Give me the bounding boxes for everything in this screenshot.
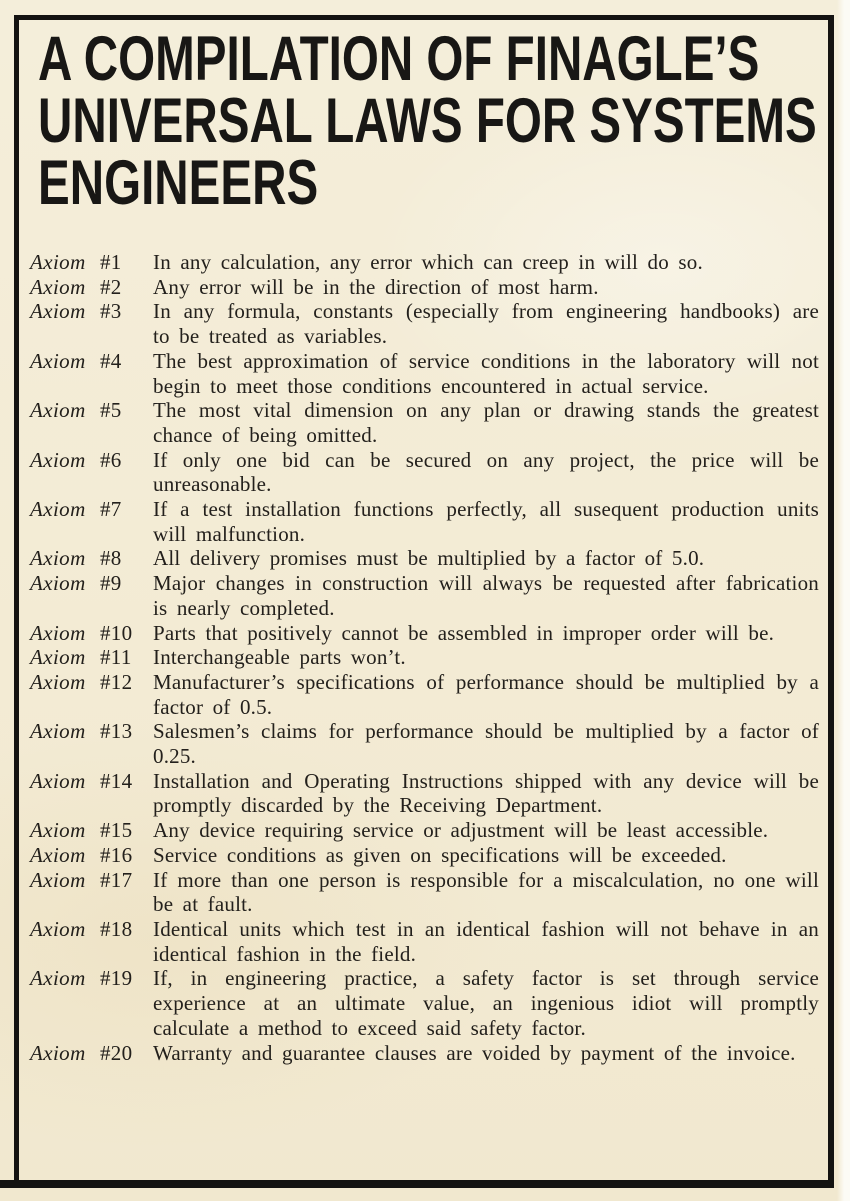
axiom-label <box>30 546 148 571</box>
axiom-word: Axiom <box>30 867 86 892</box>
axiom-text: In any formula, constants (especially from engineering handbooks) are to be treated as variables. <box>153 299 819 349</box>
axiom-word: Axiom <box>30 1040 86 1065</box>
axiom-text: In any calculation, any error which can creep in will do so. <box>153 250 703 274</box>
axiom-label <box>30 769 148 794</box>
axiom-text: Salesmen’s claims for performance should be multiplied by a factor of 0.25. <box>153 719 819 769</box>
axiom-number: #2 <box>100 274 122 299</box>
axiom-number: #11 <box>100 645 132 670</box>
axiom-label <box>30 448 148 473</box>
axiom-label <box>30 497 148 522</box>
axiom-number: #7 <box>100 497 122 522</box>
axiom-word: Axiom <box>30 818 86 843</box>
axiom-label <box>30 818 148 843</box>
axiom-word: Axiom <box>30 348 86 373</box>
axiom-text: Installation and Operating Instructions shipped with any device will be promptly discarded by the Receiving Department. <box>153 768 819 818</box>
axiom-text: Parts that positively cannot be assembled in improper order will be. <box>153 620 775 645</box>
axiom-item-14 <box>30 769 819 818</box>
axiom-word: Axiom <box>30 966 86 991</box>
axiom-number: #17 <box>100 867 133 892</box>
axiom-text: Any error will be in the direction of most harm. <box>153 274 599 299</box>
axiom-number: #16 <box>100 842 133 867</box>
axiom-word: Axiom <box>30 398 86 423</box>
axiom-item-13 <box>30 719 819 768</box>
title-line-3: ENGINEERS <box>38 148 319 218</box>
axiom-label <box>30 670 148 695</box>
axiom-number: #18 <box>100 916 133 941</box>
axiom-word: Axiom <box>30 250 86 274</box>
axiom-label <box>30 868 148 893</box>
axiom-item-16 <box>30 843 819 868</box>
axiom-item-6 <box>30 448 819 497</box>
axiom-item-11 <box>30 645 819 670</box>
axiom-number: #20 <box>100 1040 133 1065</box>
axiom-number: #5 <box>100 398 122 423</box>
axiom-word: Axiom <box>30 497 86 522</box>
axiom-item-20 <box>30 1041 819 1066</box>
axiom-text: If a test installation functions perfectly, all susequent production units will malfunction. <box>153 497 819 546</box>
axiom-item-2 <box>30 275 819 300</box>
axiom-number: #9 <box>100 571 122 596</box>
axiom-item-5 <box>30 398 819 447</box>
axiom-item-9 <box>30 571 819 620</box>
axiom-label <box>30 645 148 670</box>
axiom-item-15 <box>30 818 819 843</box>
axiom-item-10 <box>30 621 819 646</box>
title-line-2: UNIVERSAL LAWS FOR SYSTEMS <box>38 86 817 156</box>
axiom-number: #14 <box>100 768 133 793</box>
axiom-word: Axiom <box>30 274 86 299</box>
axiom-item-17 <box>30 868 819 917</box>
axiom-text: Service conditions as given on specifications will be exceeded. <box>153 842 727 867</box>
axioms-list <box>30 250 819 1065</box>
axiom-word: Axiom <box>30 299 86 324</box>
axiom-label <box>30 275 148 300</box>
axiom-word: Axiom <box>30 447 86 472</box>
axiom-text: Interchangeable parts won’t. <box>153 645 406 670</box>
axiom-item-3 <box>30 299 819 348</box>
axiom-label <box>30 917 148 942</box>
axiom-label <box>30 349 148 374</box>
axiom-text: Manufacturer’s specifications of performance should be multiplied by a factor of 0.5. <box>153 669 819 719</box>
border-bottom-extension <box>0 1180 22 1188</box>
axiom-number: #6 <box>100 447 122 472</box>
axiom-word: Axiom <box>30 571 86 596</box>
axiom-word: Axiom <box>30 546 86 571</box>
axiom-word: Axiom <box>30 645 86 670</box>
paper-edge <box>837 0 850 1201</box>
axiom-word: Axiom <box>30 916 86 941</box>
axiom-item-18 <box>30 917 819 966</box>
axiom-word: Axiom <box>30 669 86 694</box>
axiom-label <box>30 398 148 423</box>
axiom-word: Axiom <box>30 719 86 744</box>
axiom-text: The most vital dimension on any plan or drawing stands the greatest chance of being omitted. <box>153 398 819 447</box>
axiom-word: Axiom <box>30 842 86 867</box>
axiom-text: Any device requiring service or adjustment will be least accessible. <box>153 818 769 843</box>
axiom-text: Identical units which test in an identical fashion will not behave in an identical fashion in the field. <box>153 916 819 966</box>
axiom-number: #4 <box>100 348 122 373</box>
axiom-label <box>30 621 148 646</box>
axiom-label <box>30 571 148 596</box>
axiom-item-19 <box>30 966 819 1040</box>
axiom-number: #3 <box>100 299 122 324</box>
axiom-label <box>30 966 148 991</box>
axiom-text: If only one bid can be secured on any project, the price will be unreasonable. <box>153 447 819 497</box>
title-line-1: A COMPILATION OF FINAGLE’S <box>38 24 760 94</box>
axiom-label <box>30 250 148 275</box>
axiom-number: #19 <box>100 966 133 991</box>
axiom-item-4 <box>30 349 819 398</box>
axiom-text: Warranty and guarantee clauses are voided by payment of the invoice. <box>153 1040 796 1065</box>
axiom-number: #13 <box>100 719 133 744</box>
axiom-number: #10 <box>100 620 133 645</box>
axiom-number: #8 <box>100 546 122 571</box>
axiom-text: If more than one person is responsible for a miscalculation, no one will be at fault. <box>153 867 819 917</box>
axiom-text: The best approximation of service conditions in the laboratory will not begin to meet those conditions encountered in actual service. <box>153 348 819 398</box>
axiom-label <box>30 719 148 744</box>
axiom-item-7 <box>30 497 819 546</box>
page-title <box>38 24 817 218</box>
axiom-number: #15 <box>100 818 133 843</box>
axiom-item-1 <box>30 250 819 275</box>
axiom-number: #12 <box>100 669 133 694</box>
axiom-text: Major changes in construction will always be requested after fabrication is nearly completed. <box>153 571 819 620</box>
axiom-word: Axiom <box>30 768 86 793</box>
axiom-item-12 <box>30 670 819 719</box>
axiom-item-8 <box>30 546 819 571</box>
axiom-number: #1 <box>100 250 122 274</box>
axiom-label <box>30 1041 148 1066</box>
axiom-word: Axiom <box>30 620 86 645</box>
axiom-text: If, in engineering practice, a safety factor is set through service experience at an ultimate value, an ingenious idiot will promptly calculate a method to exceed said safety factor. <box>153 966 819 1040</box>
axiom-label <box>30 843 148 868</box>
axiom-label <box>30 299 148 324</box>
axiom-text: All delivery promises must be multiplied by a factor of 5.0. <box>153 546 705 571</box>
